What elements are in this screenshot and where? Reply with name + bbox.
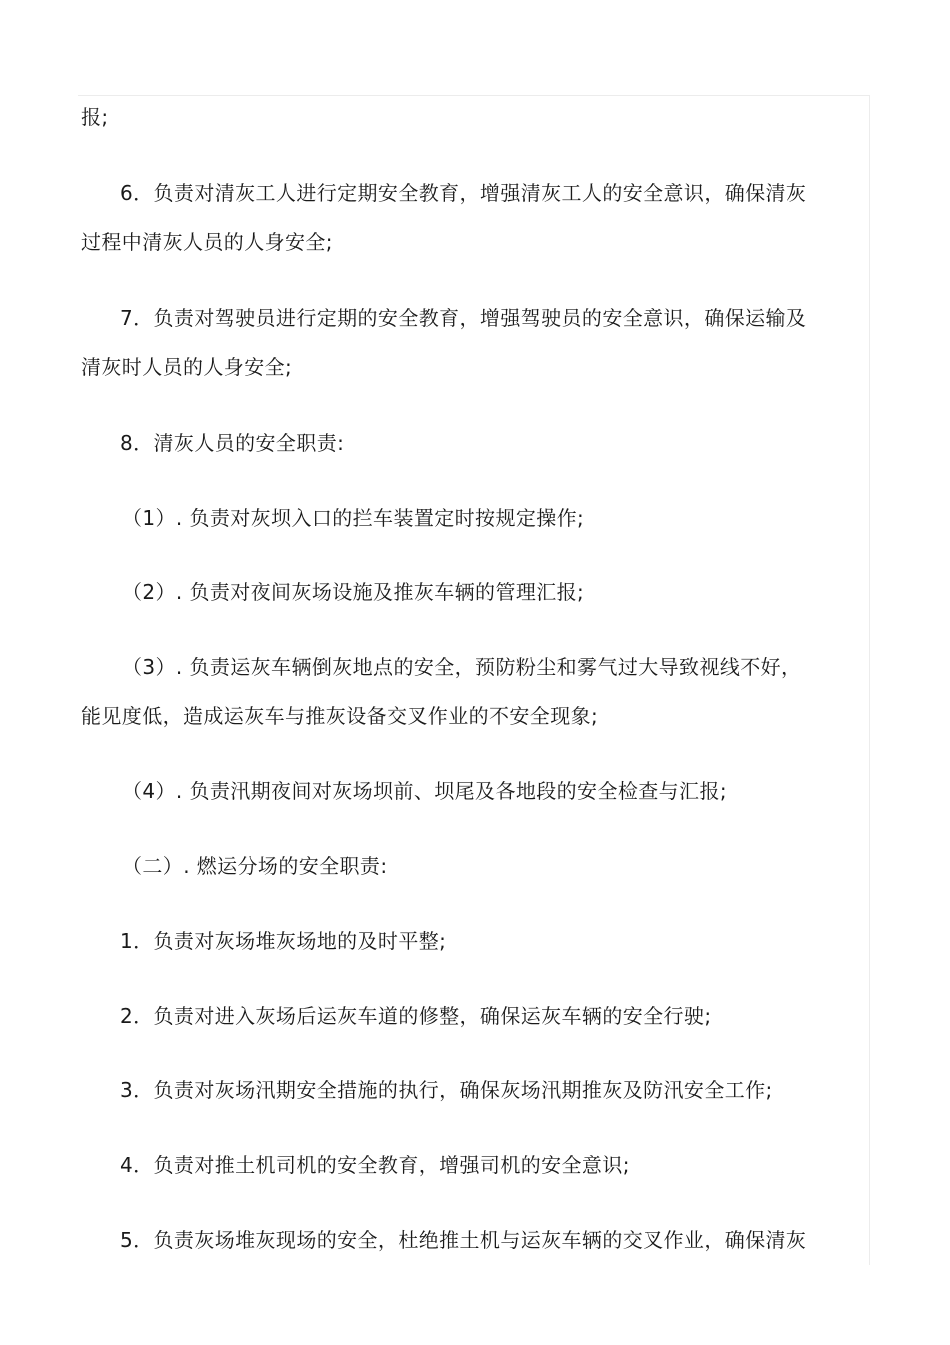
list-item-3: 3．负责对灰场汛期安全措施的执行，确保灰场汛期推灰及防汛安全工作; (120, 1078, 773, 1102)
sub-item-1: （1）. 负责对灰坝入口的拦车装置定时按规定操作; (122, 506, 585, 530)
list-item-7: 7．负责对驾驶员进行定期的安全教育，增强驾驶员的安全意识，确保运输及 (120, 306, 807, 330)
list-item-2: 2．负责对进入灰场后运灰车道的修整，确保运灰车辆的安全行驶; (120, 1004, 712, 1028)
list-item-6: 6．负责对清灰工人进行定期安全教育，增强清灰工人的安全意识，确保清灰 (120, 181, 807, 205)
sub-item-2: （2）. 负责对夜间灰场设施及推灰车辆的管理汇报; (122, 580, 585, 604)
sub-item-3: （3）. 负责运灰车辆倒灰地点的安全，预防粉尘和雾气过大导致视线不好， (122, 655, 802, 679)
list-item-8: 8．清灰人员的安全职责: (120, 431, 345, 455)
text-line: 能见度低，造成运灰车与推灰设备交叉作业的不安全现象; (81, 704, 599, 728)
text-line: 清灰时人员的人身安全; (81, 355, 293, 379)
sub-item-4: （4）. 负责汛期夜间对灰场坝前、坝尾及各地段的安全检查与汇报; (122, 779, 727, 803)
text-line: 过程中清灰人员的人身安全; (81, 230, 333, 254)
list-item-1: 1．负责对灰场堆灰场地的及时平整; (120, 929, 447, 953)
section-heading: （二）. 燃运分场的安全职责: (122, 854, 388, 878)
list-item-5: 5．负责灰场堆灰现场的安全，杜绝推土机与运灰车辆的交叉作业，确保清灰 (120, 1228, 807, 1252)
text-line: 报; (81, 105, 109, 129)
list-item-4: 4．负责对推土机司机的安全教育，增强司机的安全意识; (120, 1153, 630, 1177)
